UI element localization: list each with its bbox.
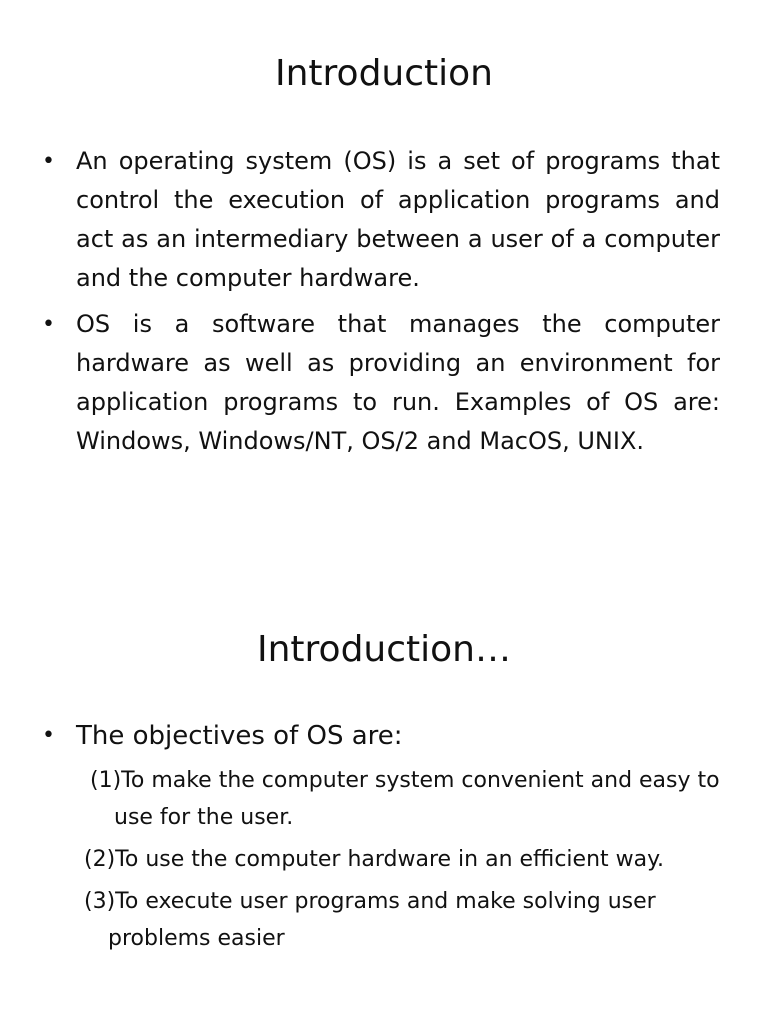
objective-item-2: (2)To use the computer hardware in an efficient way.: [84, 847, 664, 872]
objectives-sub-list: [84, 762, 740, 962]
bullet-item-os-role: [40, 305, 720, 461]
bullet-dot-icon: •: [42, 312, 55, 337]
slide-title-introduction: Introduction: [274, 53, 493, 94]
bullet-item-os-definition: [40, 142, 720, 298]
bullet-dot-icon: •: [42, 723, 55, 748]
objective-item-1: (1)To make the computer system convenient and easy to use for the user.: [90, 768, 720, 830]
bullet-list-os-definition: [40, 142, 720, 468]
bullet-item-objectives-heading: [40, 716, 720, 756]
bullet-dot-icon: •: [42, 149, 55, 174]
bullet-text: OS is a software that manages the computer hardware as well as providing an environment for application programs to run. Examples of OS are: Windows, Windows/NT, OS/2 and MacOS, UNIX.: [76, 310, 720, 455]
bullet-text: An operating system (OS) is a set of programs that control the execution of application programs and act as an intermediary between a user of a computer and the computer hardware.: [76, 147, 720, 292]
bullet-text: The objectives of OS are:: [76, 721, 403, 751]
objective-item-3: (3)To execute user programs and make solving user problems easier: [84, 889, 656, 951]
bullet-list-objectives: [40, 716, 720, 763]
slide-title-introduction-continued: Introduction…: [256, 629, 511, 670]
